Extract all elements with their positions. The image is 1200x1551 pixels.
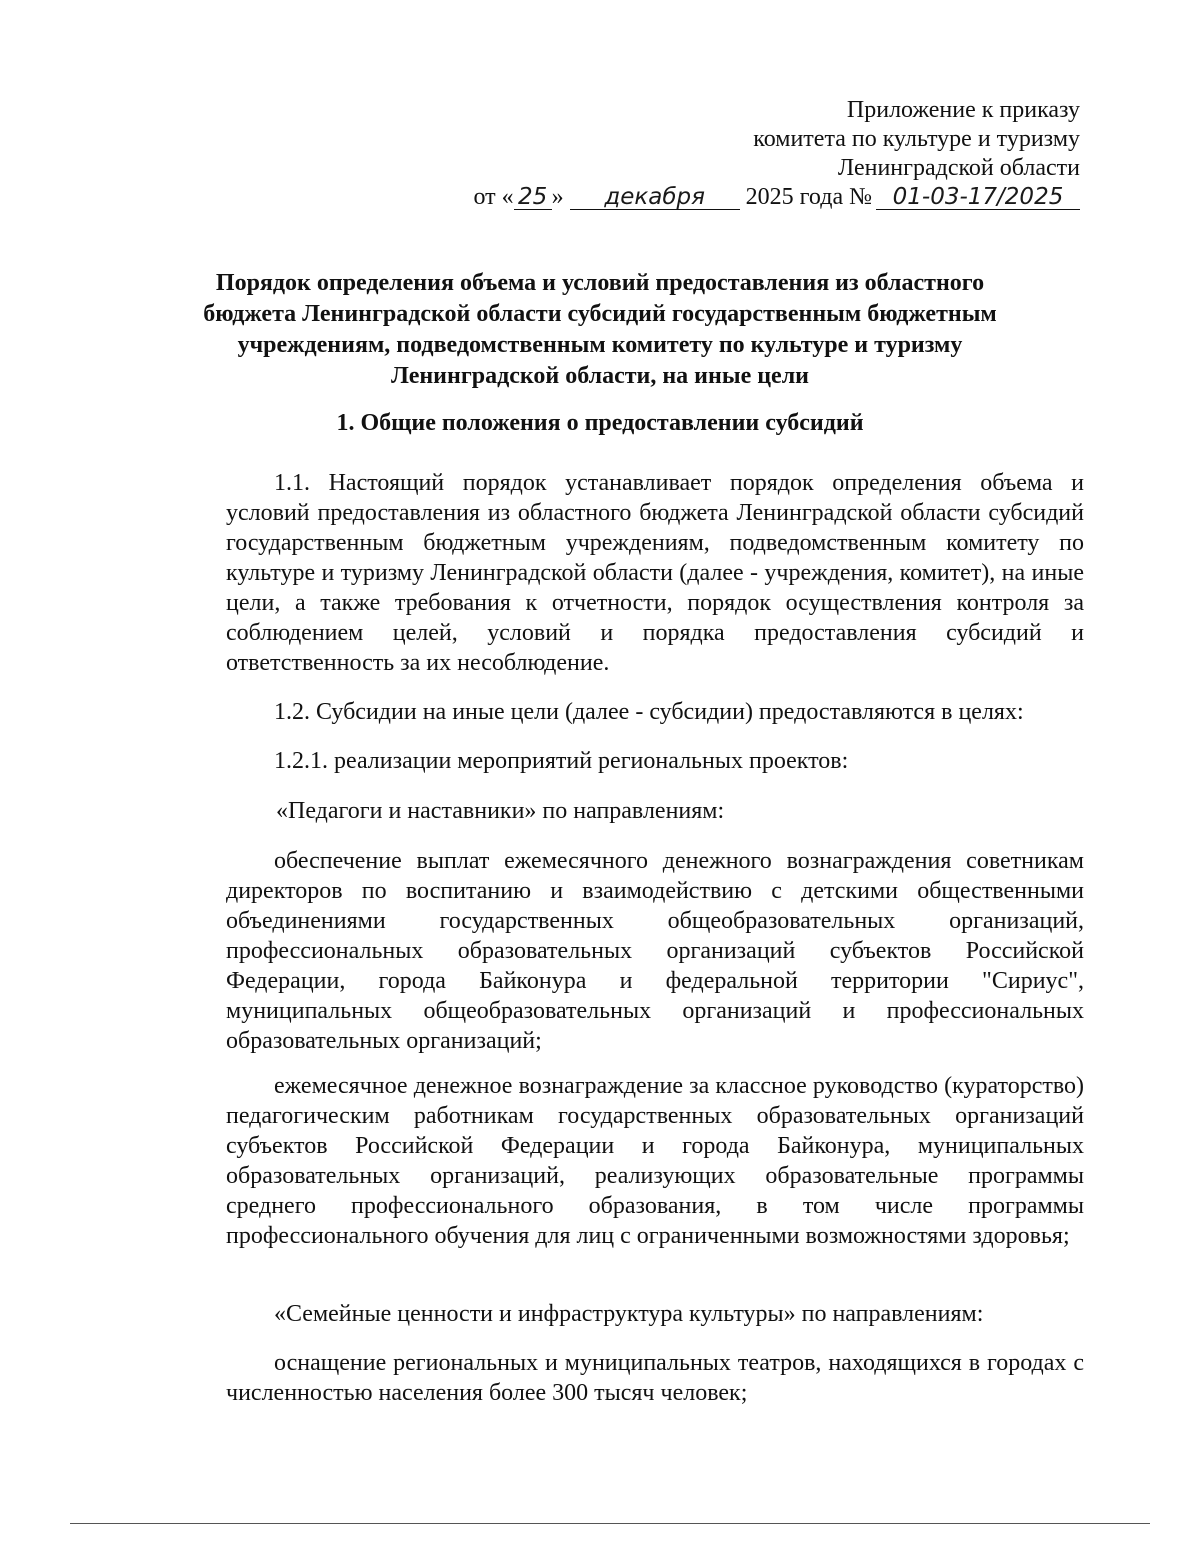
project-family-values-heading: «Семейные ценности и инфраструктура культуры» по направлениям:	[274, 1301, 984, 1327]
item-advisors-payments: обеспечение выплат ежемесячного денежного вознаграждения советникам директоров по воспитанию и взаимодействию с детскими общественными объединениями государственных общеобразовательных организаций, профессиональных образовательных организаций субъектов Российской Федерации, города Байконура и федеральной территории "Сириус", муниципальных общеобразовательных организаций и профессиональных образовательных организаций;	[226, 848, 1084, 1054]
order-date-number-line	[474, 183, 1081, 212]
appendix-line-1: Приложение к приказу	[846, 97, 1080, 123]
paragraph-1-1: 1.1. Настоящий порядок устанавливает порядок определения объема и условий предоставления из областного бюджета Ленинградской области субсидий государственным бюджетным учреждениям, подведомственным комитету по культуре и туризму Ленинградской области (далее - учреждения, комитет), на иные цели, а также требования к отчетности, порядок осуществления контроля за соблюдением целей, условий и порядка предоставления субсидий и ответственность за их несоблюдение.	[226, 470, 1084, 676]
item-theatre-equipment: оснащение региональных и муниципальных театров, находящихся в городах с численностью населения более 300 тысяч человек;	[226, 1350, 1084, 1406]
paragraph-1-2-1: 1.2.1. реализации мероприятий региональных проектов:	[274, 748, 849, 774]
document-title: Порядок определения объема и условий предоставления из областного бюджета Ленинградской области субсидий государственным бюджетным учреждениям, подведомственным комитету по культуре и туризму Ленинградской области, на иные цели	[203, 270, 997, 389]
appendix-line-3: Ленинградской области	[837, 155, 1080, 181]
appendix-line-2: комитета по культуре и туризму	[753, 126, 1080, 152]
item-class-supervision-reward: ежемесячное денежное вознаграждение за классное руководство (кураторство) педагогическим работникам государственных образовательных организаций субъектов Российской Федерации и города Байконура, муниципальных образовательных организаций, реализующих образовательные программы среднего профессионального образования, в том числе программы профессионального обучения для лиц с ограниченными возможностями здоровья;	[226, 1073, 1084, 1249]
order-day-close: »	[551, 184, 564, 210]
section-1-title: 1. Общие положения о предоставлении субсидий	[336, 410, 864, 436]
handwritten-order-number: 01-03-17/2025	[876, 185, 1080, 210]
paragraph-1-2: 1.2. Субсидии на иные цели (далее - субсидии) предоставляются в целях:	[274, 699, 1024, 725]
page-bottom-divider	[70, 1523, 1150, 1524]
project-teachers-heading: «Педагоги и наставники» по направлениям:	[276, 798, 725, 824]
handwritten-month: декабря	[570, 185, 740, 210]
order-year-text: 2025 года №	[745, 184, 872, 210]
order-prefix: от «	[473, 184, 514, 210]
handwritten-day: 25	[514, 185, 552, 210]
appendix-header	[474, 96, 1081, 212]
